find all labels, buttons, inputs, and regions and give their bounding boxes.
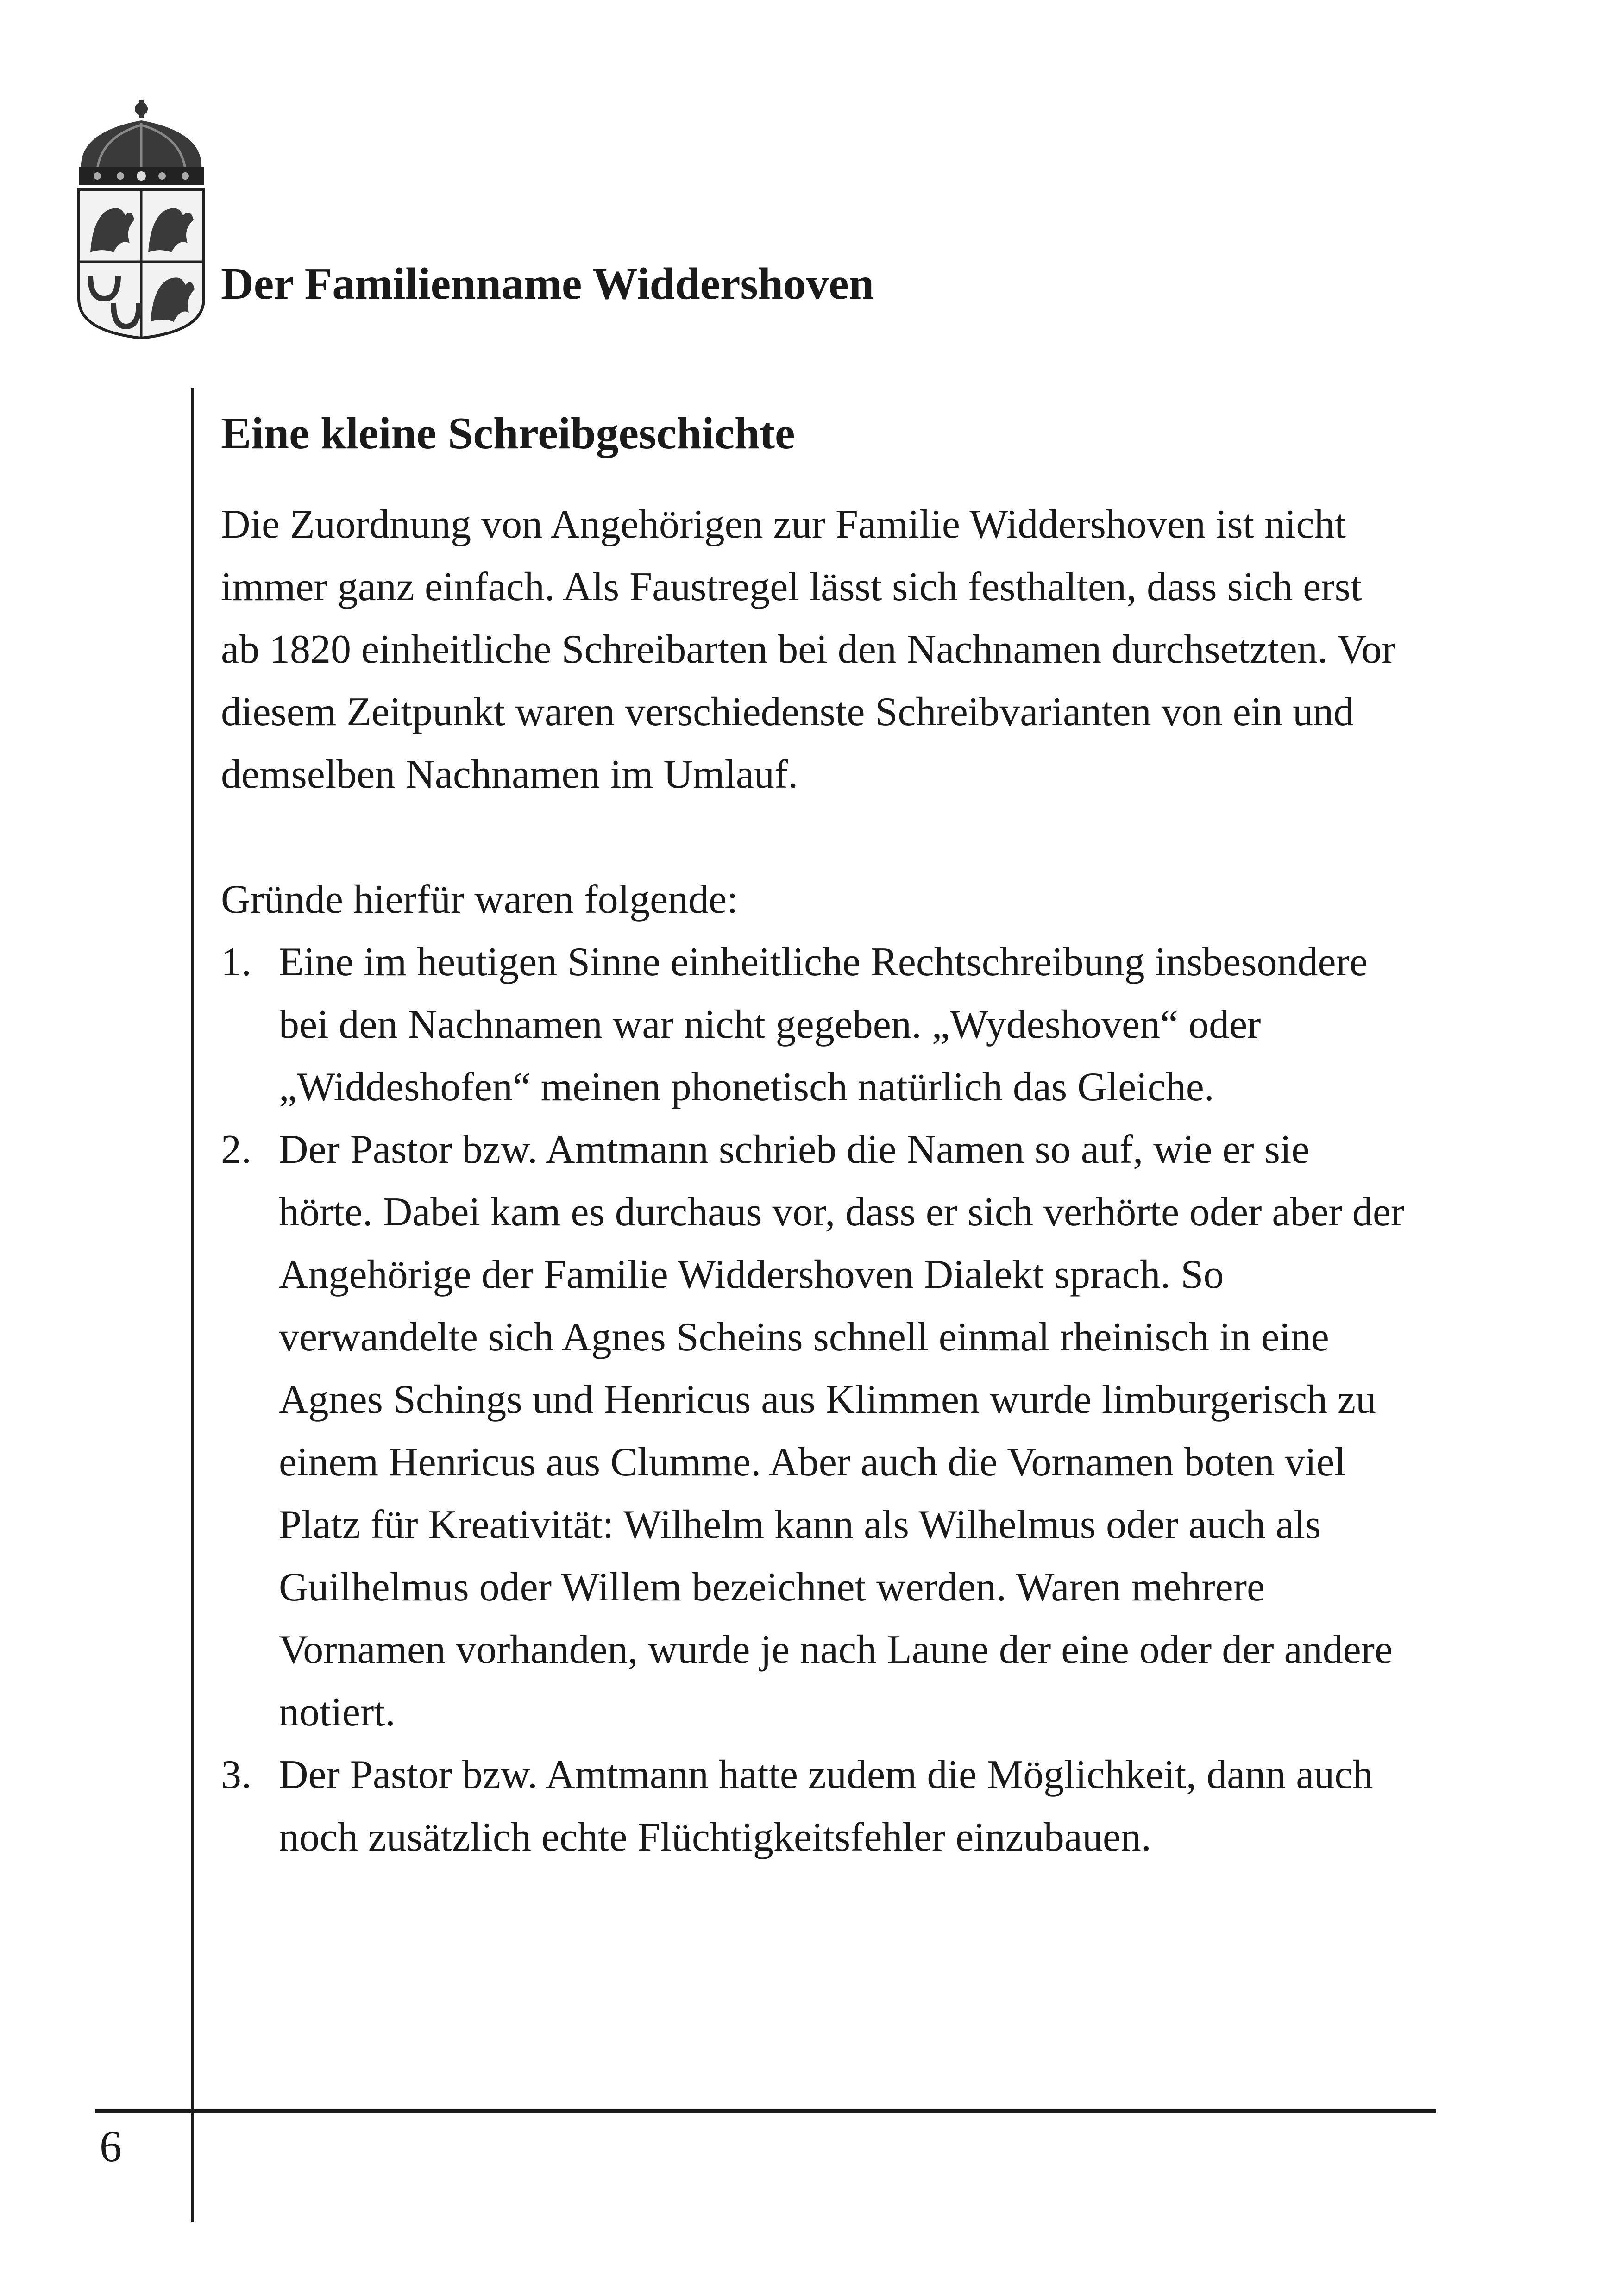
footer-horizontal-rule bbox=[95, 2109, 1436, 2113]
page-title: Der Familienname Widdershoven bbox=[221, 258, 874, 309]
margin-vertical-rule bbox=[191, 388, 194, 2222]
body-content bbox=[221, 493, 1407, 1869]
reasons-intro: Gründe hierfür waren folgende: bbox=[221, 877, 738, 922]
page-number: 6 bbox=[100, 2121, 122, 2171]
list-item bbox=[221, 1118, 1407, 1744]
list-item bbox=[221, 931, 1407, 1118]
list-item-text: Der Pastor bzw. Amtmann hatte zudem die Möglichkeit, dann auch noch zusätzlich echte Flüchtigkeitsfehler einzubauen. bbox=[279, 1752, 1373, 1860]
list-item-text: Der Pastor bzw. Amtmann schrieb die Namen so auf, wie er sie hörte. Dabei kam es durchaus vor, dass er sich verhörte oder aber der Angehörige der Familie Widdershoven Dialekt sprach. So verwandelte sich Agnes Scheins schnell einmal rheinisch in eine Agnes Schings und Henricus aus Klimmen wurde limburgerisch zu einem Henricus aus Clumme. Aber auch die Vornamen boten viel Platz für Kreativität: Wilhelm kann als Wilhelmus oder auch als Guilhelmus oder Willem bezeichnet werden. Waren mehrere Vornamen vorhanden, wurde je nach Laune der eine oder der andere notiert. bbox=[279, 1127, 1405, 1735]
crowned-coat-of-arms-icon bbox=[69, 100, 213, 340]
intro-paragraph: Die Zuordnung von Angehörigen zur Familie Widdershoven ist nicht immer ganz einfach. Als Faustregel lässt sich festhalten, dass sich erst ab 1820 einheitliche Schreibarten bei den Nachnamen durchsetzten. Vor diesem Zeitpunkt waren verschiedenste Schreibvarianten von ein und demselben Nachnamen im Umlauf. bbox=[221, 502, 1395, 797]
list-item-number: 2. bbox=[221, 1127, 251, 1172]
list-item-number: 1. bbox=[221, 940, 251, 985]
reasons-list bbox=[221, 931, 1407, 1869]
list-item-text: Eine im heutigen Sinne einheitliche Rechtschreibung insbesondere bei den Nachnamen war nicht gegeben. „Wydeshoven“ oder „Widdeshofen“ meinen phonetisch natürlich das Gleiche. bbox=[279, 940, 1368, 1110]
list-item-number: 3. bbox=[221, 1752, 251, 1797]
list-item bbox=[221, 1744, 1407, 1869]
section-subtitle: Eine kleine Schreibgeschichte bbox=[221, 408, 795, 459]
